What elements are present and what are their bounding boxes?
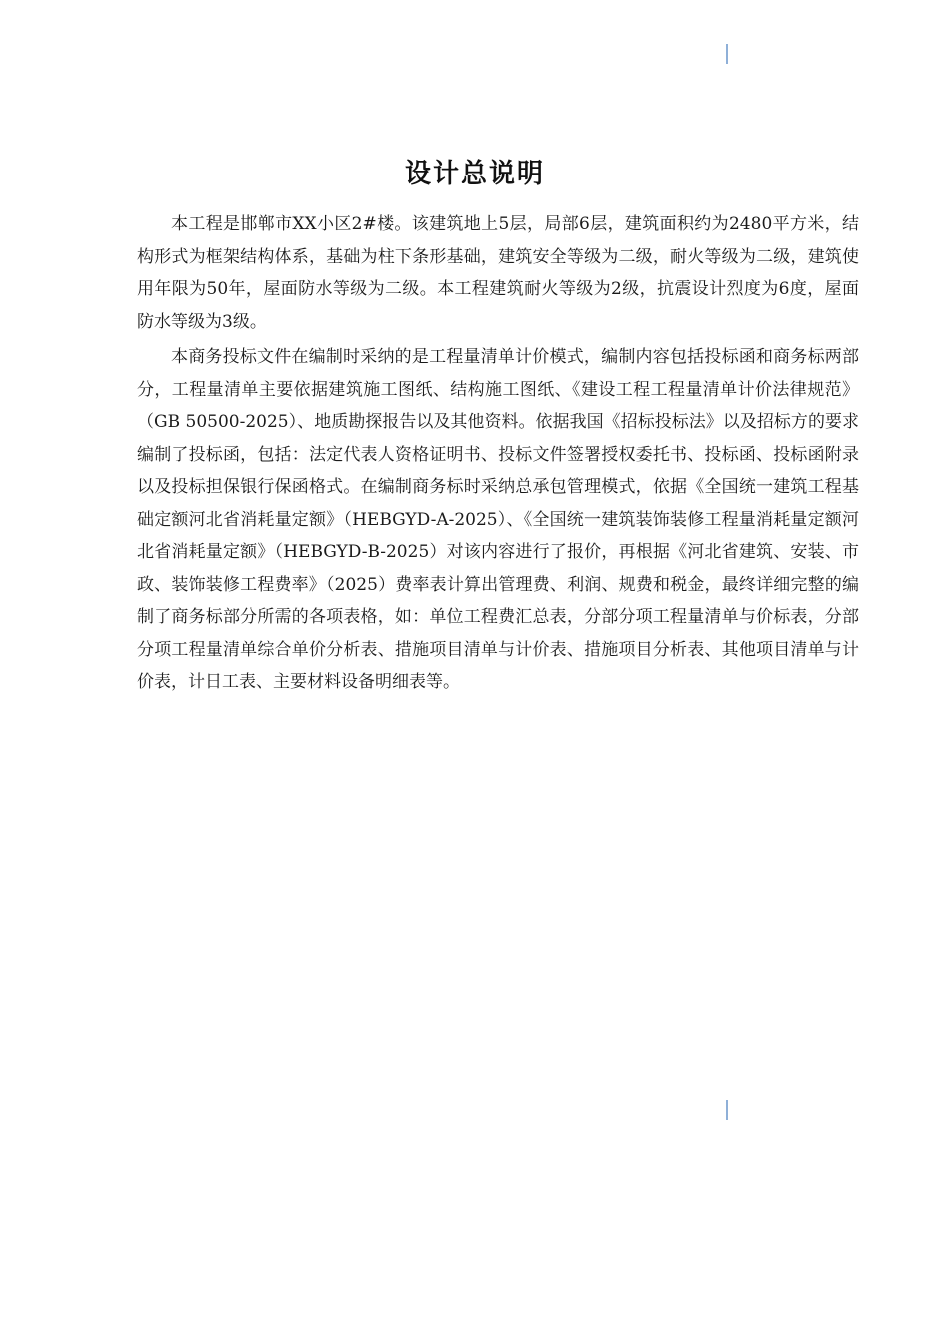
page-title: 设计总说明 xyxy=(404,159,545,189)
paragraph-project-overview: 本工程是邯郸市XX小区2#楼。该建筑地上5层，局部6层，建筑面积约为2480平方米，结构形式为框架结构体系，基础为柱下条形基础，建筑安全等级为二级，耐火等级为二级，建筑使用年限为50年，屋面防水等级为二级。本工程建筑耐火等级为2级，抗震设计烈度为6度，屋面防水等级为3级。 xyxy=(137,214,859,332)
header-margin-marker xyxy=(726,44,728,64)
body-text xyxy=(137,208,859,702)
paragraph-bid-description: 本商务投标文件在编制时采纳的是工程量清单计价模式，编制内容包括投标函和商务标两部分，工程量清单主要依据建筑施工图纸、结构施工图纸、《建设工程工程量清单计价法律规范》（GB 50500-2025）、地质勘探报告以及其他资料。依据我国《招标投标法》以及招标方的要求编制了投标函，包括：法定代表人资格证明书、投标文件签署授权委托书、投标函、投标函附录以及投标担保银行保函格式。在编制商务标时采纳总承包管理模式，依据《全国统一建筑工程基础定额河北省消耗量定额》（HEBGYD-A-2025）、《全国统一建筑装饰装修工程量消耗量定额河北省消耗量定额》（HEBGYD-B-2025）对该内容进行了报价，再根据《河北省建筑、安装、市政、装饰装修工程费率》（2025）费率表计算出管理费、利润、规费和税金，最终详细完整的编制了商务标部分所需的各项表格，如：单位工程费汇总表，分部分项工程量清单与价标表，分部分项工程量清单综合单价分析表、措施项目清单与计价表、措施项目分析表、其他项目清单与计价表，计日工表、主要材料设备明细表等。 xyxy=(137,347,859,692)
footer-margin-marker xyxy=(726,1100,728,1120)
